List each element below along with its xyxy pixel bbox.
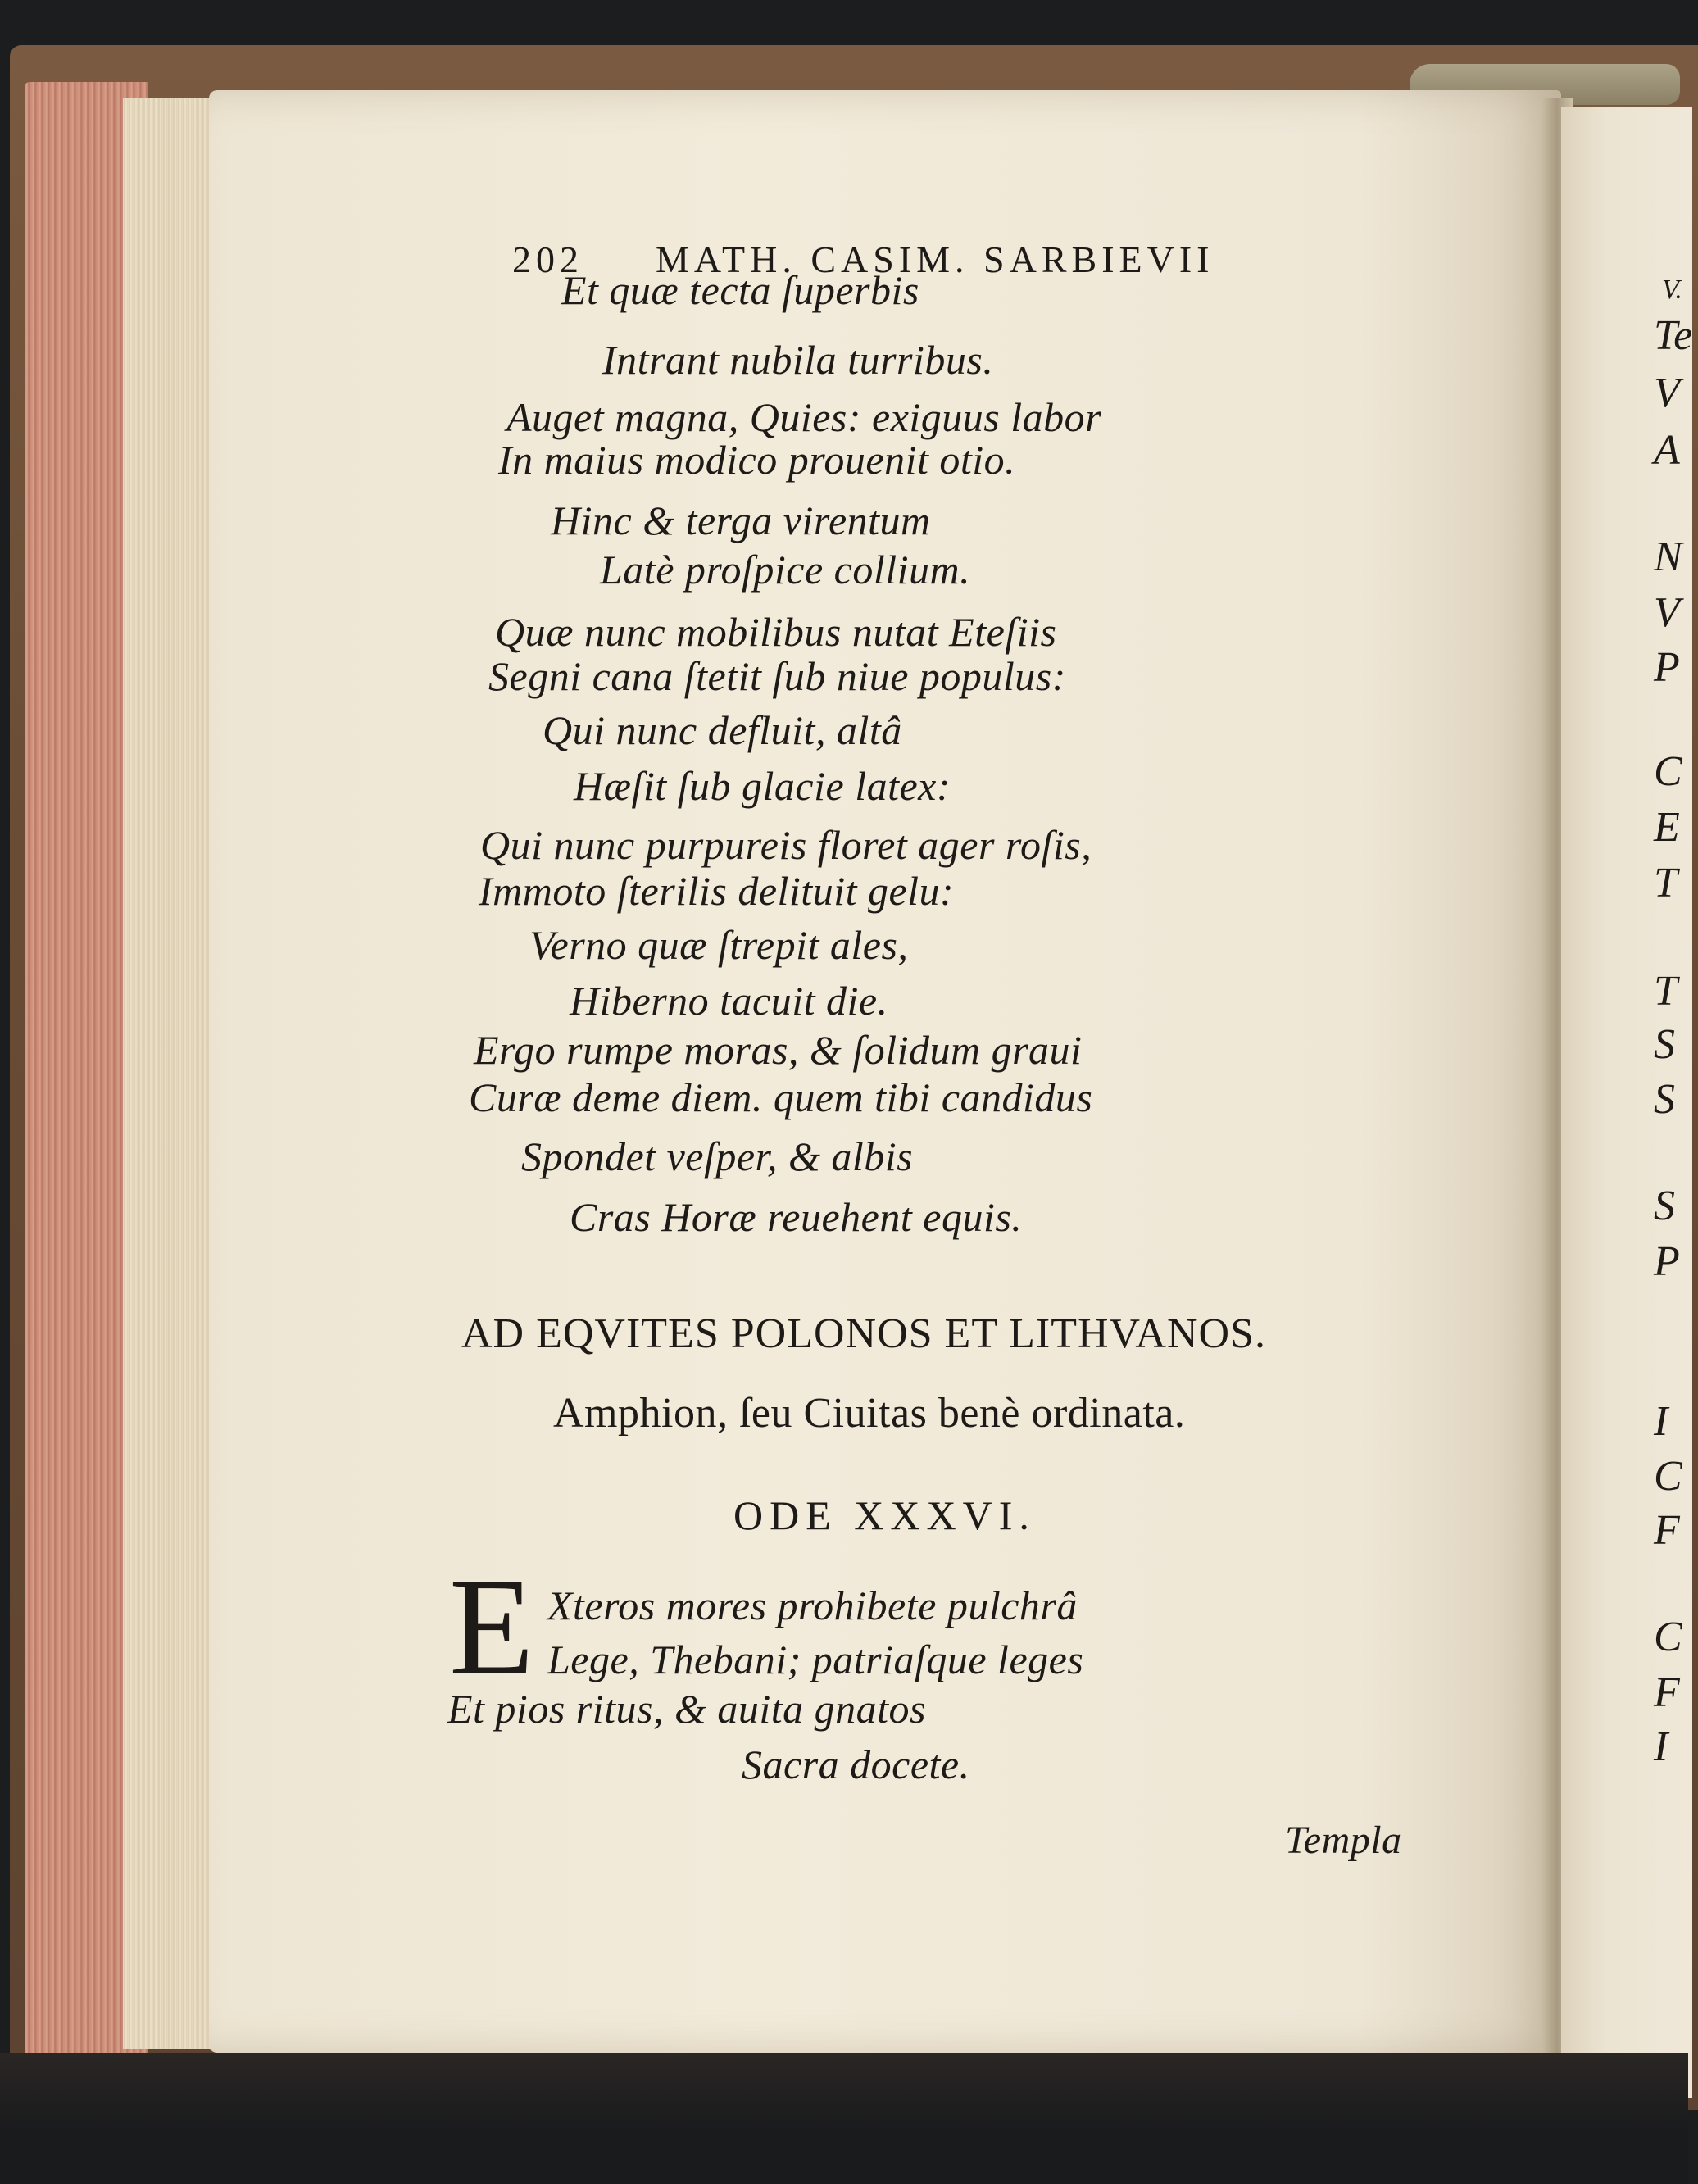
right-page-letter: E <box>1654 804 1680 851</box>
ode-line: Sacra docete. <box>742 1741 970 1787</box>
catchword: Templa <box>1285 1818 1402 1862</box>
verse-line: Et quæ tecta ſuperbis <box>561 267 919 313</box>
right-page-letter: F <box>1654 1507 1680 1554</box>
table-surface <box>0 2053 1688 2184</box>
right-page-letter: S <box>1654 1076 1675 1123</box>
ode-number: ODE XXXVI. <box>733 1492 1036 1538</box>
right-page-letter: F <box>1654 1669 1680 1716</box>
verse-line: Hæſit ſub glacie latex: <box>574 763 951 809</box>
right-page-letter: V <box>1654 370 1680 416</box>
right-page-letter: I <box>1654 1398 1668 1445</box>
right-page-letter: V. <box>1662 275 1682 305</box>
verse-line: Immoto ſterilis delituit gelu: <box>479 868 955 914</box>
right-page-letter: N <box>1654 534 1682 580</box>
verse-line: Auget magna, Quies: exiguus labor <box>506 394 1102 440</box>
right-page-letter: T <box>1654 968 1678 1015</box>
verse-line: Ergo rumpe moras, & ſolidum graui <box>474 1027 1083 1073</box>
verse-line: Quæ nunc mobilibus nutat Eteſiis <box>495 609 1057 655</box>
verse-line: Qui nunc purpureis floret ager roſis, <box>480 822 1092 868</box>
right-page-letter: Te <box>1654 312 1693 359</box>
right-page-letter: S <box>1654 1021 1675 1068</box>
right-page-letter: P <box>1654 644 1680 691</box>
verse-line: Qui nunc defluit, altâ <box>543 707 902 753</box>
verse-line: Intrant nubila turribus. <box>602 337 994 383</box>
right-page-letter: P <box>1654 1238 1680 1285</box>
ode-line: Xteros mores prohibete pulchrâ <box>547 1582 1078 1628</box>
verse-line: Latè proſpice collium. <box>600 547 971 593</box>
right-page-letter: C <box>1654 1453 1682 1500</box>
right-page-letter: T <box>1654 860 1678 906</box>
verse-line: Verno quæ ſtrepit ales, <box>529 922 909 968</box>
ode-title: AD EQVITES POLONOS ET LITHVANOS. <box>461 1310 1266 1357</box>
running-title: MATH. CASIM. SARBIEVII <box>656 238 1214 280</box>
verse-line: Curæ deme diem. quem tibi candidus <box>469 1074 1093 1120</box>
verse-line: Hinc & terga virentum <box>551 497 931 543</box>
right-page-letter: V <box>1654 589 1680 636</box>
verse-line: Cras Horæ reuehent equis. <box>570 1194 1023 1240</box>
right-page-letter: C <box>1654 748 1682 795</box>
ode-subtitle: Amphion, ſeu Ciuitas benè ordinata. <box>553 1390 1186 1437</box>
right-page-letter: C <box>1654 1614 1682 1660</box>
right-page-letter: A <box>1654 427 1680 474</box>
ode-line: Et pios ritus, & auita gnatos <box>447 1686 927 1732</box>
verse-line: Hiberno tacuit die. <box>570 978 888 1024</box>
verse-line: Spondet veſper, & albis <box>521 1133 914 1179</box>
right-page-letter: S <box>1654 1183 1675 1229</box>
drop-cap: E <box>449 1550 535 1704</box>
right-page-letter: I <box>1654 1723 1668 1770</box>
page-number: 202 <box>512 238 583 280</box>
ode-line: Lege, Thebani; patriaſque leges <box>547 1637 1084 1682</box>
verse-line: Segni cana ſtetit ſub niue populus: <box>488 653 1066 699</box>
verse-line: In maius modico prouenit otio. <box>498 437 1016 483</box>
